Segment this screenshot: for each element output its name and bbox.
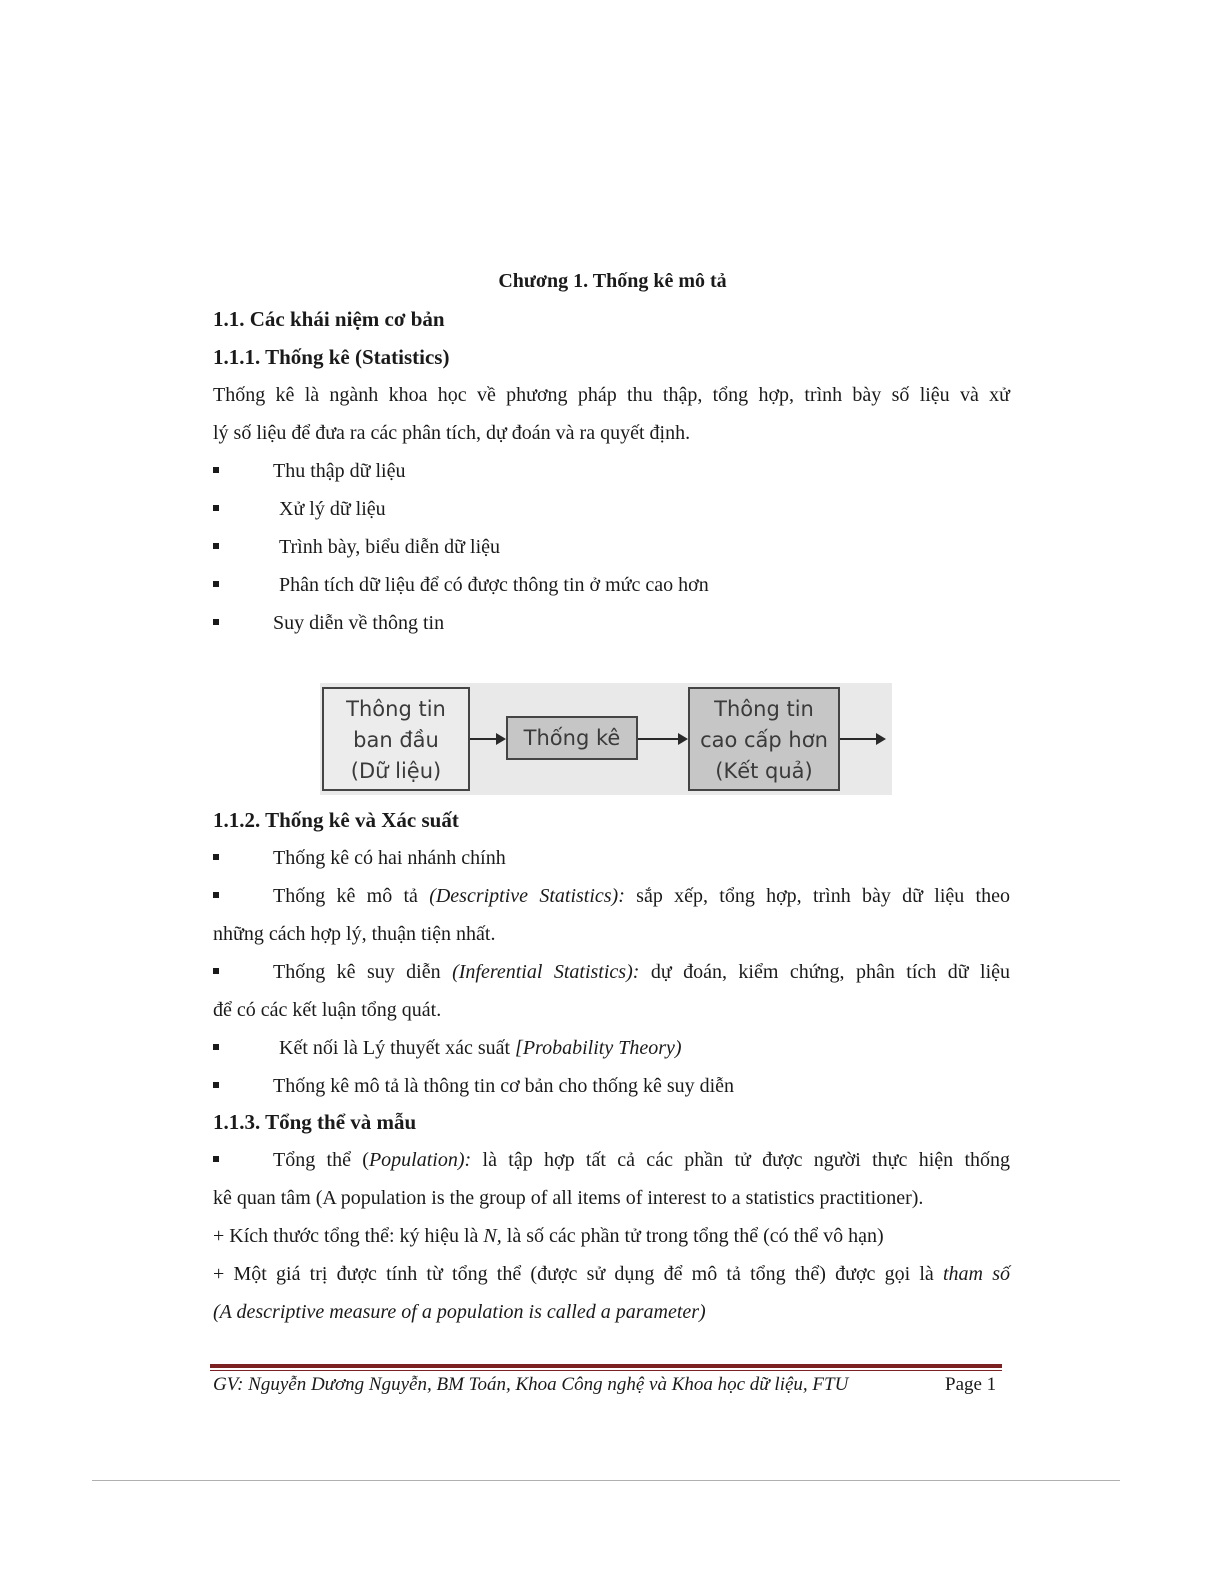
list-item: Thống kê có hai nhánh chính (213, 839, 1010, 877)
bullet-icon (213, 1156, 219, 1162)
footer-rule (210, 1364, 1002, 1368)
list-item: Tổng thể (Population): là tập hợp tất cả các phần tử được người thực hiện thống kê quan tâm (A population is the group of all items of interest to a statistics practitioner). (213, 1149, 1011, 1209)
footer-author: GV: Nguyễn Dương Nguyễn, BM Toán, Khoa Công nghệ và Khoa học dữ liệu, FTU (213, 1374, 849, 1395)
list-item: Thống kê mô tả (Descriptive Statistics): sắp xếp, tổng hợp, trình bày dữ liệu theo những cách hợp lý, thuận tiện nhất. (213, 885, 1010, 945)
bullet-icon (213, 854, 219, 860)
list-item: Suy diễn về thông tin (213, 604, 1010, 642)
bullet-icon (213, 892, 219, 898)
list-item: Trình bày, biểu diễn dữ liệu (213, 528, 1010, 566)
statistics-flow-diagram (320, 683, 892, 795)
list-item: Kết nối là Lý thuyết xác suất [Probability Theory) (213, 1029, 1010, 1067)
list-item: Xử lý dữ liệu (213, 490, 1010, 528)
page-divider (92, 1480, 1120, 1481)
parameter-definition: + Một giá trị được tính từ tổng thể (được sử dụng để mô tả tổng thể) được gọi là tham số (A descriptive measure of a population is called a parameter) (213, 1263, 1010, 1323)
section-heading-1-1-1: 1.1.1. Thống kê (Statistics) (213, 345, 450, 369)
arrow-right-icon (470, 738, 504, 740)
bullet-icon (213, 543, 219, 549)
list-item: Thu thập dữ liệu (213, 452, 1010, 490)
definition-line-1: Thống kê là ngành khoa học về phương pháp thu thập, tổng hợp, trình bày số liệu và xử (213, 384, 1010, 406)
bullet-icon (213, 1044, 219, 1050)
chapter-title: Chương 1. Thống kê mô tả (498, 270, 727, 292)
section-heading-1-1-2: 1.1.2. Thống kê và Xác suất (213, 808, 459, 832)
section-heading-1-1: 1.1. Các khái niệm cơ bản (213, 307, 445, 331)
bullet-icon (213, 467, 219, 473)
page-number: Page 1 (945, 1374, 997, 1395)
list-item: Thống kê mô tả là thông tin cơ bản cho thống kê suy diễn (213, 1067, 1010, 1105)
diagram-box-output: Thông tin cao cấp hơn (Kết quả) (688, 687, 840, 791)
diagram-box-statistics: Thống kê (506, 716, 638, 760)
bullet-icon (213, 1082, 219, 1088)
arrow-right-icon (840, 738, 884, 740)
statistics-definition (213, 376, 1010, 452)
population-size-line: + Kích thước tổng thể: ký hiệu là N, là số các phần tử trong tổng thể (có thể vô hạn) (213, 1225, 884, 1247)
footer-rule-thin (210, 1370, 1002, 1371)
bullet-icon (213, 619, 219, 625)
diagram-box-input: Thông tin ban đầu (Dữ liệu) (322, 687, 470, 791)
list-item: Phân tích dữ liệu để có được thông tin ở mức cao hơn (213, 566, 1010, 604)
section-heading-1-1-3: 1.1.3. Tổng thể và mẫu (213, 1110, 417, 1134)
bullet-icon (213, 505, 219, 511)
bullet-icon (213, 968, 219, 974)
arrow-right-icon (638, 738, 686, 740)
definition-line-2: lý số liệu để đưa ra các phân tích, dự đoán và ra quyết định. (213, 422, 691, 444)
list-item: Thống kê suy diễn (Inferential Statistics): dự đoán, kiểm chứng, phân tích dữ liệu để có các kết luận tổng quát. (213, 961, 1011, 1021)
bullet-icon (213, 581, 219, 587)
